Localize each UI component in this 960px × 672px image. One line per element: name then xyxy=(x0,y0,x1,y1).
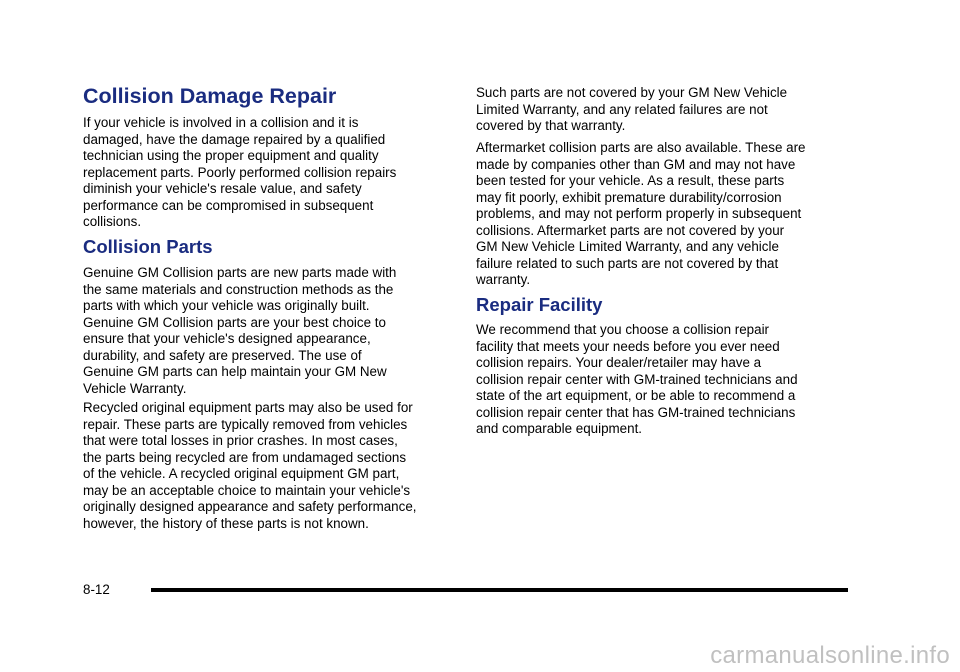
genuine-parts-paragraph: Genuine GM Collision parts are new parts made with the same materials and construction methods as the parts with which your vehicle was originally built. Genuine GM Collision parts are your best choice to ensure that your vehicle's designed appearance, durability, and safety are preserved. The use of Genuine GM parts can help maintain your GM New Vehicle Warranty. xyxy=(83,265,397,396)
collision-parts-heading: Collision Parts xyxy=(83,236,213,257)
watermark: carmanualsonline.info xyxy=(710,642,950,669)
continued-paragraph: Such parts are not covered by your GM New Vehicle Limited Warranty, and any related failures are not covered by that warranty. xyxy=(476,85,788,133)
aftermarket-paragraph: Aftermarket collision parts are also available. These are made by companies other than GM and may not have been tested for your vehicle. As a result, these parts may fit poorly, exhibit premature durability/corrosion problems, and may not perform properly in subsequent collisions. Aftermarket parts are not covered by your GM New Vehicle Limited Warranty, and any vehicle failure related to such parts are not covered by that warranty. xyxy=(476,140,806,287)
intro-paragraph: If your vehicle is involved in a collision and it is damaged, have the damage repaired by a qualified technician using the proper equipment and quality replacement parts. Poorly performed collision repairs diminish your vehicle's resale value, and safety performance can be compromised in subsequent collisions. xyxy=(83,115,397,229)
repair-facility-paragraph: We recommend that you choose a collision repair facility that meets your needs before you ever need collision repairs. Your dealer/retailer may have a collision repair center with GM-trained technicians and state of the art equipment, or be able to recommend a collision repair center that has GM-trained technicians and comparable equipment. xyxy=(476,322,798,436)
repair-facility-heading: Repair Facility xyxy=(476,294,603,315)
footer-rule xyxy=(151,588,848,592)
recycled-parts-paragraph: Recycled original equipment parts may also be used for repair. These parts are typically removed from vehicles that were total losses in prior crashes. In most cases, the parts being recycled are from undamaged sections of the vehicle. A recycled original equipment GM part, may be an acceptable choice to maintain your vehicle's originally designed appearance and safety performance, however, the history of these parts is not known. xyxy=(83,400,417,531)
page-title: Collision Damage Repair xyxy=(83,84,337,108)
page-number: 8-12 xyxy=(83,582,110,597)
